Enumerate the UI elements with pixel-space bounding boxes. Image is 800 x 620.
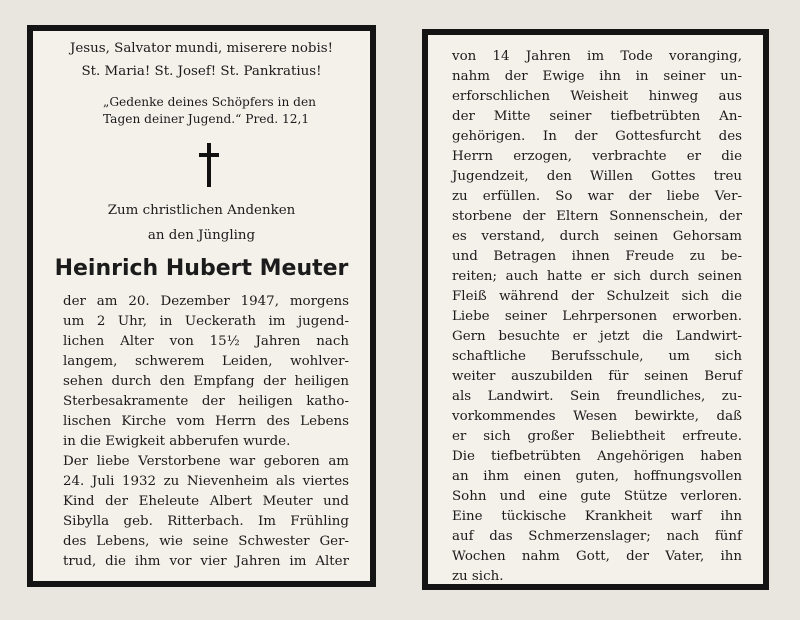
quote-line-2: Tagen deiner Jugend.“ Pred. 12,1: [103, 112, 310, 126]
body-line: sehen durch den Empfang der heiligen: [63, 374, 349, 389]
body-line: Herrn erzogen, verbrachte er die: [452, 149, 742, 164]
body-line: er sich großer Beliebtheit erfreute.: [452, 429, 742, 444]
body-line: um 2 Uhr, in Ueckerath im jugend-: [63, 314, 349, 329]
body-line: Sohn und eine gute Stütze verloren.: [452, 489, 742, 504]
body-line: weiter auszubilden für seinen Beruf: [452, 369, 742, 384]
body-line: lischen Kirche vom Herrn des Lebens: [63, 414, 349, 429]
body-line: der am 20. Dezember 1947, morgens: [63, 294, 349, 309]
body-line: Sterbesakramente der heiligen katho-: [63, 394, 349, 409]
body-line: Eine tückische Krankheit warf ihn: [452, 509, 742, 524]
body-line: an ihm einen guten, hoffnungsvollen: [452, 469, 742, 484]
body-line: zu erfüllen. So war der liebe Ver-: [452, 189, 742, 204]
body-line: storbene der Eltern Sonnenschein, der: [452, 209, 742, 224]
body-line: schaftliche Berufsschule, um sich: [452, 349, 742, 364]
prayer-line-1: Jesus, Salvator mundi, miserere nobis!: [69, 41, 334, 56]
body-line: Die tiefbetrübten Angehörigen haben: [452, 449, 742, 464]
dedication-line-1: Zum christlichen Andenken: [107, 203, 296, 218]
body-line: nahm der Ewige ihn in seiner un-: [452, 69, 742, 84]
body-line: 24. Juli 1932 zu Nievenheim als viertes: [63, 474, 349, 489]
body-line: auf das Schmerzenslager; nach fünf: [452, 529, 742, 544]
body-line: von 14 Jahren im Tode voranging,: [452, 49, 742, 64]
body-line: gehörigen. In der Gottesfurcht des: [452, 129, 742, 144]
body-line: des Lebens, wie seine Schwester Ger-: [63, 534, 349, 549]
right-card: [422, 29, 769, 590]
body-line: Jugendzeit, den Willen Gottes treu: [452, 169, 742, 184]
body-line: Fleiß während der Schulzeit sich die: [452, 289, 742, 304]
body-line: Sibylla geb. Ritterbach. Im Frühling: [63, 514, 349, 529]
body-line: Der liebe Verstorbene war geboren am: [63, 454, 349, 469]
body-line: in die Ewigkeit abberufen wurde.: [63, 434, 291, 449]
body-line: zu sich.: [452, 569, 504, 584]
body-line: es verstand, durch seinen Gehorsam: [452, 229, 742, 244]
body-line: Liebe seiner Lehrpersonen erworben.: [452, 309, 742, 324]
body-line: lichen Alter von 15½ Jahren nach: [63, 334, 349, 349]
body-line: und Betragen ihnen Freude zu be-: [452, 249, 742, 264]
body-line: Wochen nahm Gott, der Vater, ihn: [452, 549, 742, 564]
prayer-line-2: St. Maria! St. Josef! St. Pankratius!: [81, 64, 322, 79]
body-line: reiten; auch hatte er sich durch seinen: [452, 269, 742, 284]
body-line: Gern besuchte er jetzt die Landwirt-: [452, 329, 742, 344]
deceased-name: Heinrich Hubert Meuter: [54, 256, 349, 281]
cross-icon: [199, 143, 219, 187]
quote-line-1: „Gedenke deines Schöpfers in den: [103, 95, 317, 109]
body-line: trud, die ihm vor vier Jahren im Alter: [63, 554, 349, 569]
body-line: Kind der Eheleute Albert Meuter und: [63, 494, 349, 509]
body-line: der Mitte seiner tiefbetrübten An-: [452, 109, 742, 124]
body-line: als Landwirt. Sein freundliches, zu-: [452, 389, 742, 404]
dedication-line-2: an den Jüngling: [147, 228, 256, 243]
body-line: erforschlichen Weisheit hinweg aus: [452, 89, 742, 104]
body-line: vorkommendes Wesen bewirkte, daß: [452, 409, 742, 424]
body-line: langem, schwerem Leiden, wohlver-: [63, 354, 349, 369]
left-card: [27, 25, 376, 587]
